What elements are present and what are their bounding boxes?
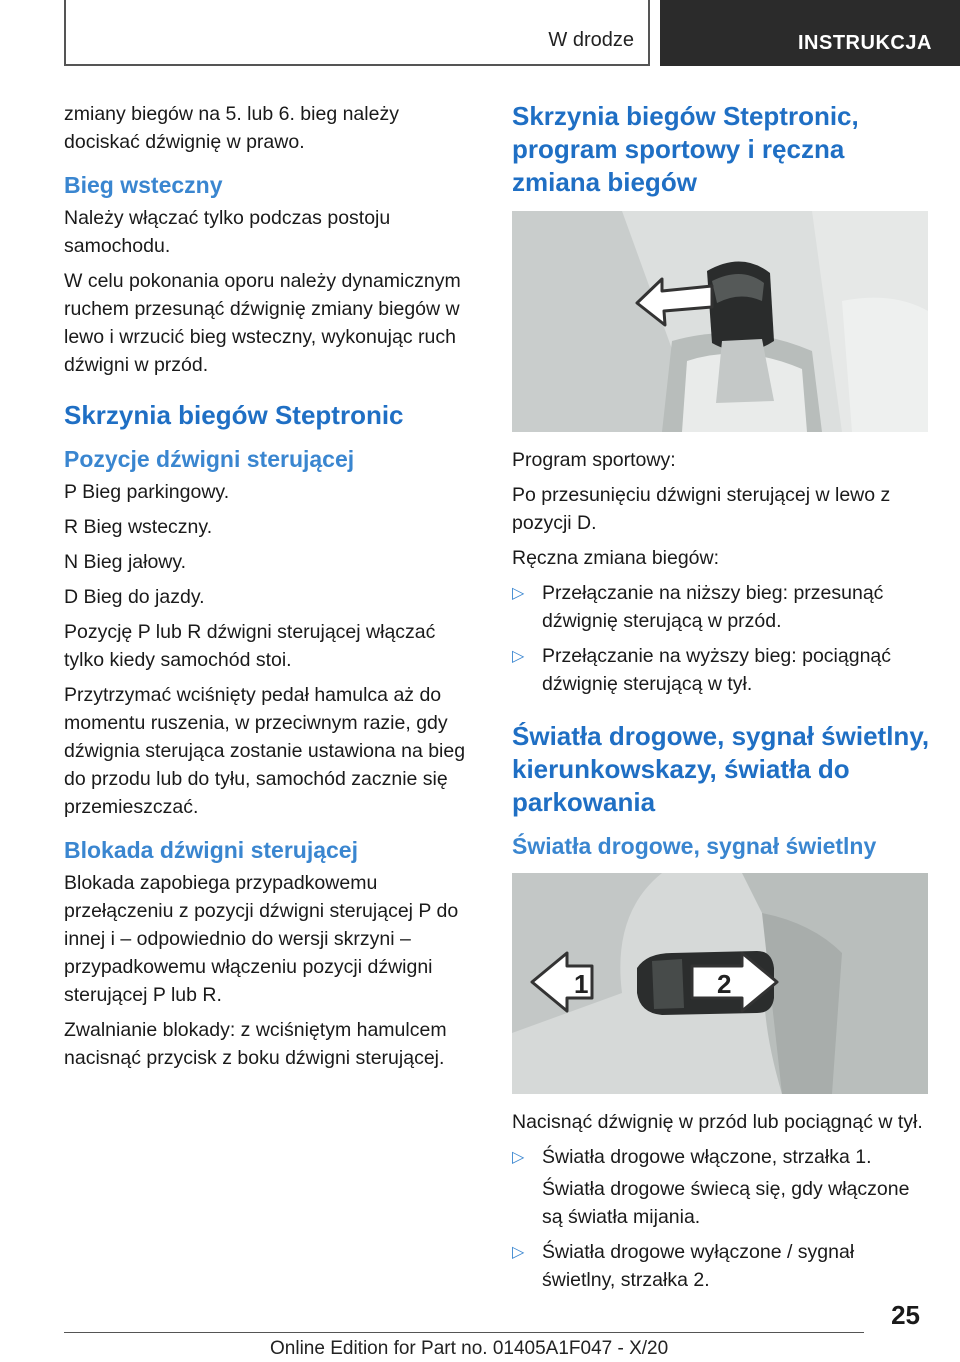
- high-beam-list-2: [512, 1238, 930, 1294]
- triangle-bullet-icon: ▷: [512, 648, 525, 665]
- heading-high-beam: Światła drogowe, sygnał świetlny: [512, 833, 877, 859]
- list-item: ▷ Światła drogowe wyłączone / sygnał świetlny, strzałka 2.: [512, 1241, 855, 1291]
- triangle-bullet-icon: ▷: [512, 1244, 525, 1261]
- heading-sport-program: Skrzynia biegów Steptronic, program sportowy i ręczna zmiana biegów: [512, 101, 859, 197]
- gear-lever-illustration: [512, 211, 928, 432]
- paragraph: Nacisnąć dźwignię w przód lub pociągnąć w tył.: [512, 1111, 923, 1133]
- list-item: ▷ Przełączanie na wyższy bieg: pociągnąć dźwignię sterującą w tył.: [512, 645, 892, 695]
- page-number: 25: [891, 1300, 920, 1330]
- arrow-label-1: 1: [574, 969, 589, 999]
- paragraph: Ręczna zmiana biegów:: [512, 547, 720, 569]
- left-column: [64, 100, 480, 1079]
- heading-reverse-gear: Bieg wsteczny: [64, 172, 223, 198]
- header-chapter-tab: [660, 0, 960, 66]
- triangle-bullet-icon: ▷: [512, 585, 525, 602]
- paragraph: Blokada zapobiega przypadkowemu przełączeniu z pozycji dźwigni sterującej P do innej i – odpowiednio do wersji skrzyni – przypadkowemu włączeniu pozycji dźwigni sterującej P lub R.: [64, 872, 459, 1006]
- footer-divider: [64, 1332, 864, 1333]
- list-item: ▷ Światła drogowe włączone, strzałka 1.: [512, 1143, 930, 1171]
- heading-lights: Światła drogowe, sygnał świetlny, kierunkowskazy, światła do parkowania: [512, 721, 930, 817]
- high-beam-list: [512, 1143, 930, 1171]
- paragraph: Należy włączać tylko podczas postoju samochodu.: [64, 207, 391, 257]
- list-item: ▷ Przełączanie na niższy bieg: przesunąć dźwignię sterującą w przód.: [512, 582, 884, 632]
- position-d: D Bieg do jazdy.: [64, 586, 205, 608]
- heading-lever-lock: Blokada dźwigni sterującej: [64, 837, 358, 863]
- paragraph: Przytrzymać wciśnięty pedał hamulca aż do momentu ruszenia, w przeciwnym razie, gdy dźwignia sterująca zostanie ustawiona na bieg do przodu lub do tyłu, samochód zacznie się przemieszczać.: [64, 684, 466, 818]
- right-column: [512, 100, 930, 1301]
- position-n: N Bieg jałowy.: [64, 551, 187, 573]
- manual-shift-list: [512, 579, 930, 698]
- position-p: P Bieg parkingowy.: [64, 481, 230, 503]
- header-section-title: W drodze: [548, 29, 634, 51]
- header-section-tab: [64, 0, 650, 66]
- header-chapter-title: INSTRUKCJA: [798, 32, 932, 54]
- paragraph: Pozycję P lub R dźwigni sterującej włączać tylko kiedy samochód stoi.: [64, 621, 436, 671]
- paragraph: W celu pokonania oporu należy dynamicznym ruchem przesunąć dźwignię zmiany biegów w lewo i wrzucić bieg wsteczny, wykonując ruch dźwigni w przód.: [64, 270, 461, 376]
- footer-edition: Online Edition for Part no. 01405A1F047 - X/20: [270, 1338, 669, 1359]
- triangle-bullet-icon: ▷: [512, 1149, 525, 1166]
- position-r: R Bieg wsteczny.: [64, 516, 213, 538]
- headlight-stalk-illustration: [512, 873, 928, 1094]
- heading-steptronic: Skrzynia biegów Steptronic: [64, 400, 404, 430]
- paragraph: Program sportowy:: [512, 449, 676, 471]
- paragraph: zmiany biegów na 5. lub 6. bieg należy dociskać dźwignię w prawo.: [64, 103, 399, 153]
- paragraph: Zwalnianie blokady: z wciśniętym hamulcem nacisnąć przycisk z boku dźwigni sterującej.: [64, 1019, 447, 1069]
- list-item-continuation: Światła drogowe świecą się, gdy włączone są światła mijania.: [542, 1178, 910, 1228]
- heading-lever-positions: Pozycje dźwigni sterującej: [64, 446, 355, 472]
- paragraph: Po przesunięciu dźwigni sterującej w lewo z pozycji D.: [512, 484, 891, 534]
- arrow-label-2: 2: [717, 969, 732, 999]
